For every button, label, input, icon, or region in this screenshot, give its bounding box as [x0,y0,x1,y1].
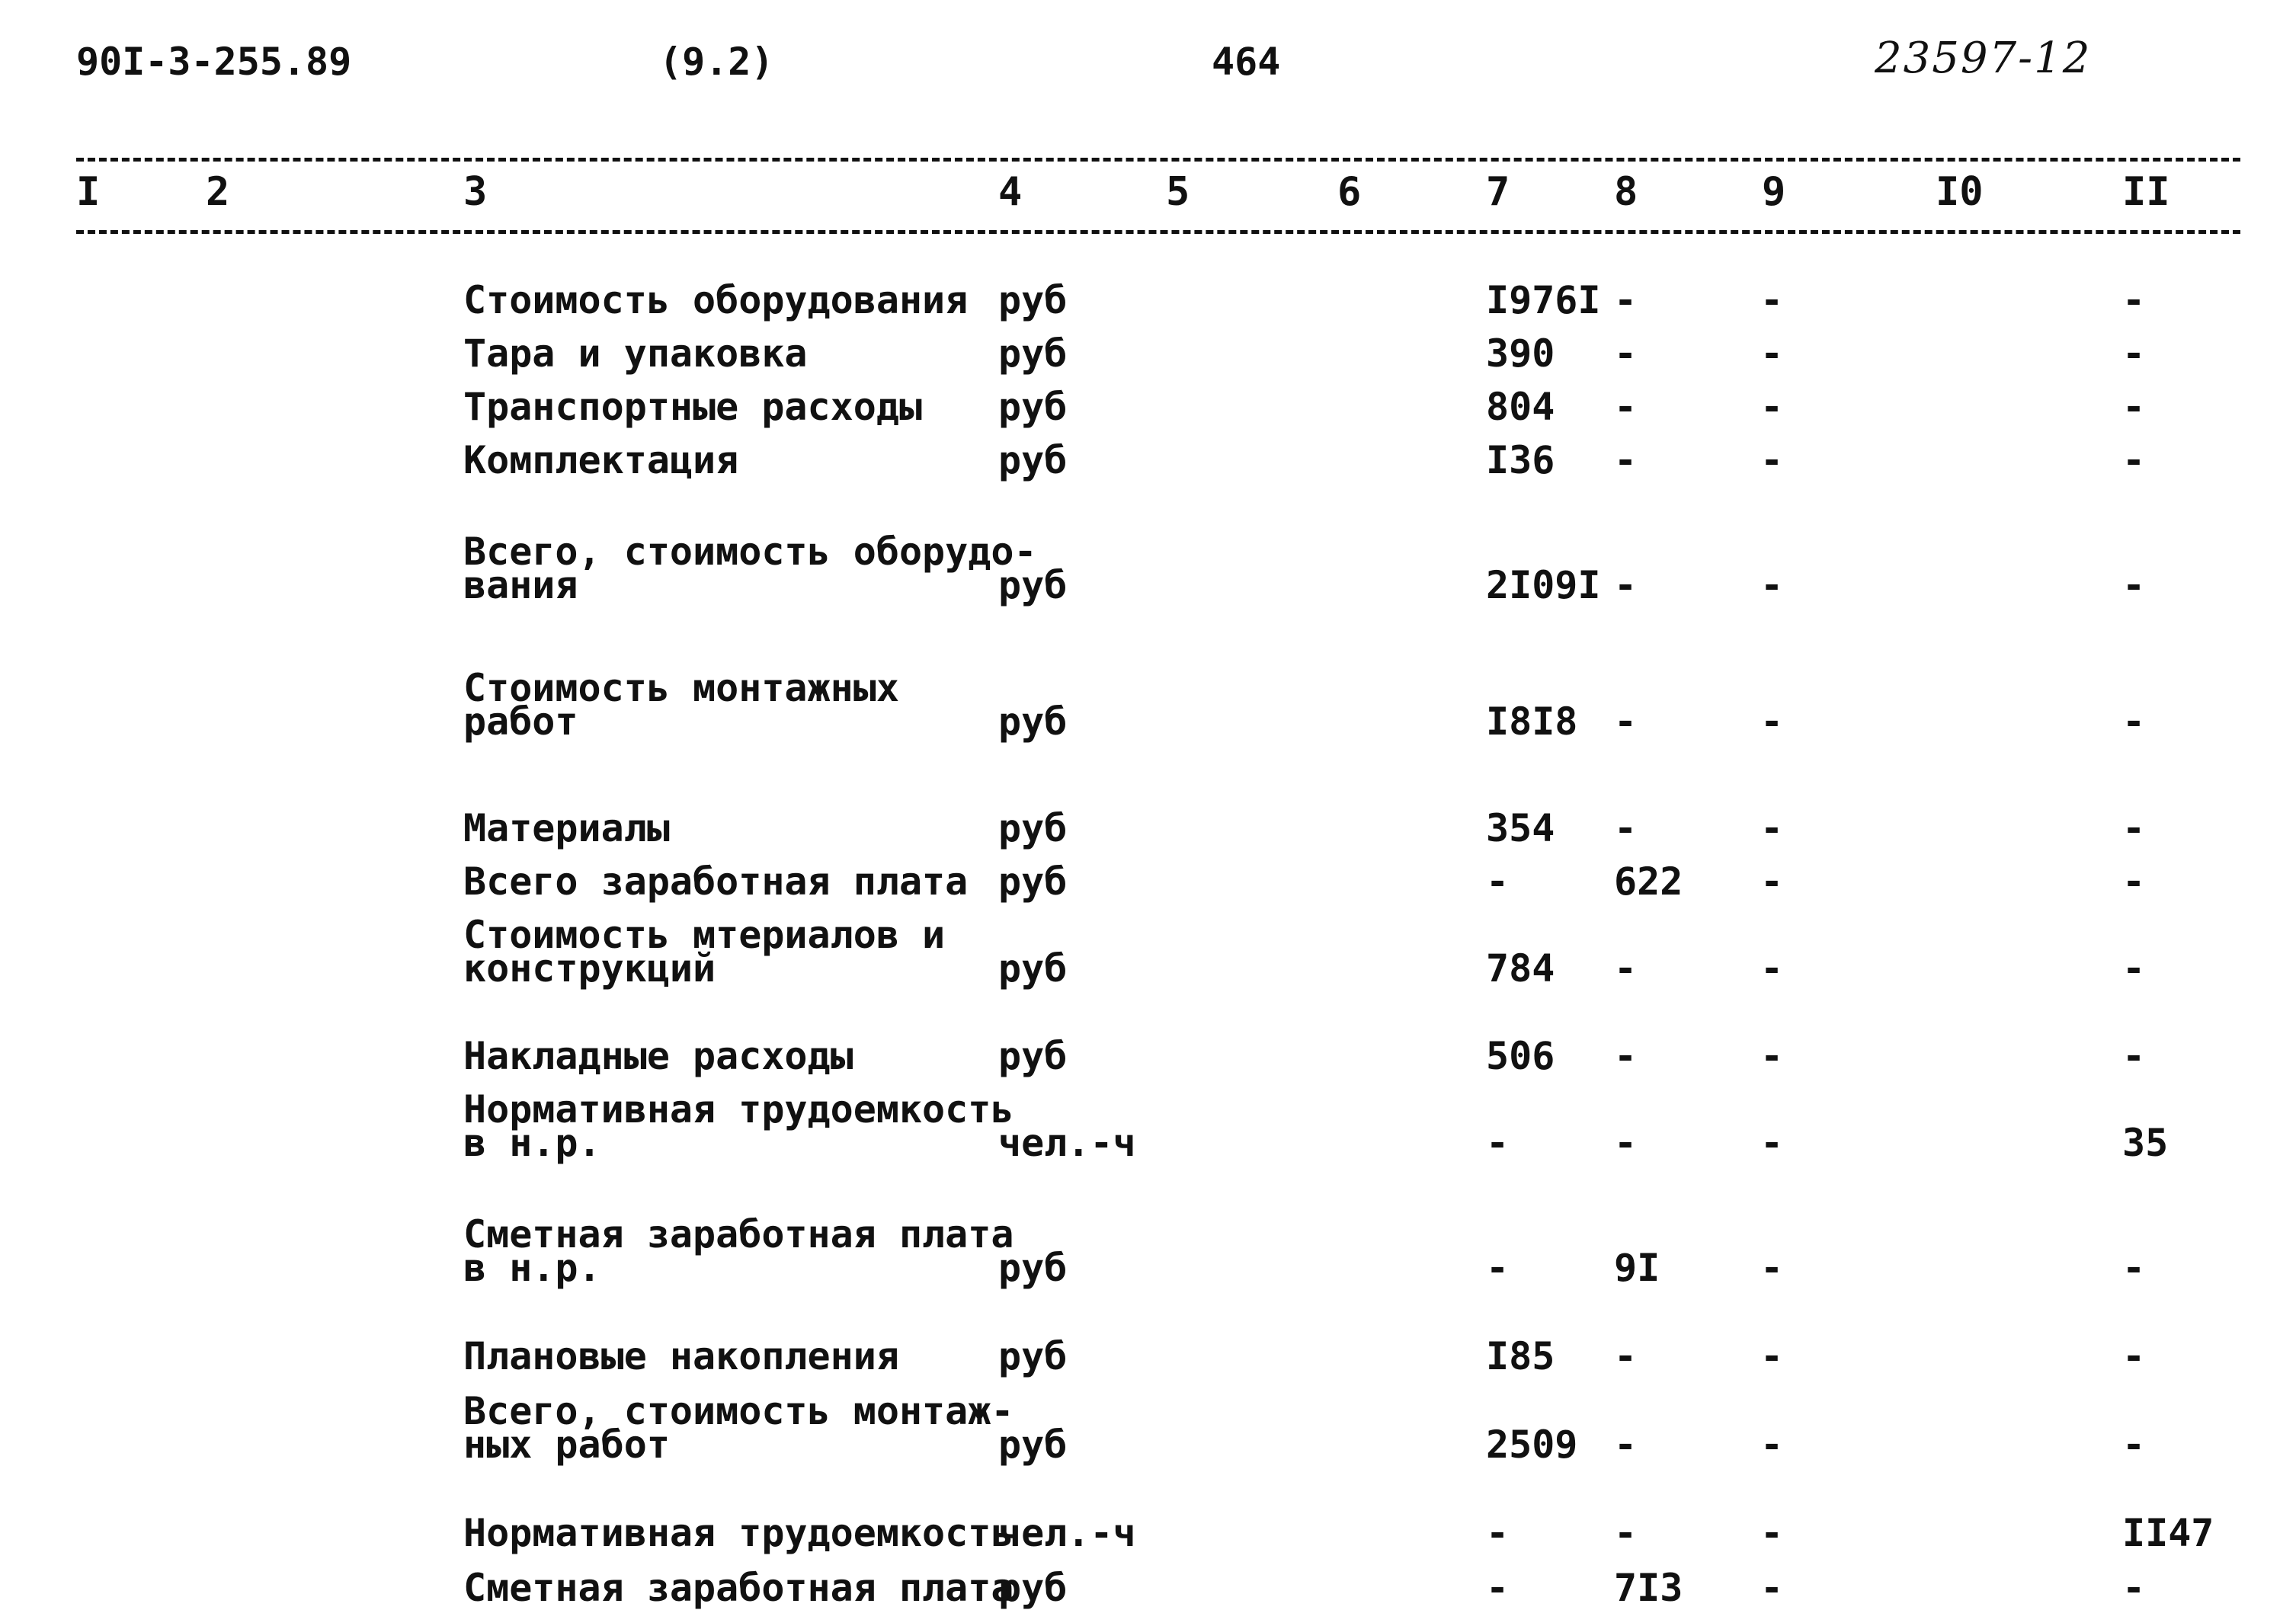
column-number-6: 6 [1337,169,1362,215]
column-7-cell: 784 [1486,946,1555,991]
row-label: Нормативная трудоемкость [463,1511,1014,1555]
column-9-cell: - [1760,859,1784,904]
unit-cell: руб [998,1246,1068,1290]
column-8-cell: - [1614,1334,1638,1378]
column-number-2: 2 [206,169,230,215]
unit-cell: руб [998,331,1068,376]
document-number: 90I-3-255.89 [76,40,352,84]
column-9-cell: - [1760,1034,1784,1078]
row-label: в н.р. [463,1246,601,1290]
column-number-7: 7 [1486,169,1510,215]
column-9-cell: - [1760,438,1784,482]
column-11-cell: II47 [2122,1511,2214,1555]
row-label: вания [463,563,578,607]
unit-cell: руб [998,563,1068,607]
row-label: Накладные расходы [463,1034,853,1078]
column-11-cell: - [2122,1334,2146,1378]
row-label: Стоимость мтериалов и [463,913,946,957]
row-label: Стоимость монтажных [463,666,899,710]
unit-cell: руб [998,385,1068,429]
column-8-cell: - [1614,1511,1638,1555]
column-7-cell: - [1486,1566,1510,1610]
column-8-cell: 9I [1614,1246,1660,1290]
unit-cell: руб [998,1034,1068,1078]
column-9-cell: - [1760,563,1784,607]
column-11-cell: - [2122,946,2146,991]
column-11-cell: - [2122,438,2146,482]
column-11-cell: - [2122,806,2146,850]
table-header-top-rule [76,158,2240,162]
column-7-cell: - [1486,859,1510,904]
column-number-10: I0 [1936,169,1984,215]
column-7-cell: 506 [1486,1034,1555,1078]
page-number: 464 [1212,40,1281,84]
column-8-cell: - [1614,806,1638,850]
column-9-cell: - [1760,946,1784,991]
column-7-cell: 354 [1486,806,1555,850]
unit-cell: чел.-ч [998,1511,1136,1555]
column-9-cell: - [1760,1334,1784,1378]
row-label: Нормативная трудоемкость [463,1087,1014,1131]
column-7-cell: I976I [1486,278,1601,322]
row-label: Всего, стоимость монтаж- [463,1389,1014,1433]
unit-cell: руб [998,806,1068,850]
column-number-8: 8 [1614,169,1638,215]
column-9-cell: - [1760,806,1784,850]
row-label: ных работ [463,1423,670,1467]
unit-cell: руб [998,438,1068,482]
column-8-cell: 622 [1614,859,1683,904]
column-11-cell: - [2122,1246,2146,1290]
row-label: Плановые накопления [463,1334,899,1378]
column-8-cell: - [1614,1034,1638,1078]
column-8-cell: - [1614,331,1638,376]
unit-cell: руб [998,278,1068,322]
column-number-1: I [76,169,101,215]
inventory-number: 23597-12 [1875,34,2092,83]
row-label: Сметная заработная плата [463,1212,1014,1256]
column-8-cell: - [1614,699,1638,744]
column-9-cell: - [1760,1121,1784,1165]
column-9-cell: - [1760,1511,1784,1555]
column-number-4: 4 [998,169,1023,215]
column-9-cell: - [1760,331,1784,376]
column-8-cell: - [1614,385,1638,429]
column-9-cell: - [1760,699,1784,744]
column-number-9: 9 [1762,169,1786,215]
section-number: (9.2) [659,40,774,84]
column-7-cell: 2I09I [1486,563,1601,607]
column-11-cell: - [2122,563,2146,607]
column-9-cell: - [1760,1423,1784,1467]
column-8-cell: - [1614,438,1638,482]
column-8-cell: - [1614,1423,1638,1467]
column-7-cell: - [1486,1121,1510,1165]
column-7-cell: 2509 [1486,1423,1578,1467]
column-7-cell: - [1486,1511,1510,1555]
column-8-cell: - [1614,563,1638,607]
column-11-cell: - [2122,699,2146,744]
row-label: Всего, стоимость оборудо- [463,530,1037,574]
column-8-cell: - [1614,278,1638,322]
column-7-cell: I36 [1486,438,1555,482]
column-11-cell: - [2122,278,2146,322]
row-label: Комплектация [463,438,739,482]
column-8-cell: - [1614,1121,1638,1165]
row-label: Сметная заработная плата [463,1566,1014,1610]
row-label: конструкций [463,946,716,991]
row-label: работ [463,699,578,744]
column-9-cell: - [1760,1246,1784,1290]
column-11-cell: - [2122,1566,2146,1610]
row-label: Транспортные расходы [463,385,923,429]
table-header-bottom-rule [76,230,2240,234]
column-number-5: 5 [1166,169,1190,215]
unit-cell: чел.-ч [998,1121,1136,1165]
unit-cell: руб [998,1423,1068,1467]
column-number-3: 3 [463,169,488,215]
column-11-cell: 35 [2122,1121,2169,1165]
unit-cell: руб [998,946,1068,991]
column-11-cell: - [2122,1034,2146,1078]
column-9-cell: - [1760,278,1784,322]
column-8-cell: 7I3 [1614,1566,1683,1610]
column-11-cell: - [2122,331,2146,376]
row-label: Материалы [463,806,670,850]
column-number-11: II [2122,169,2170,215]
column-9-cell: - [1760,385,1784,429]
column-11-cell: - [2122,859,2146,904]
column-7-cell: I85 [1486,1334,1555,1378]
unit-cell: руб [998,1334,1068,1378]
column-7-cell: 390 [1486,331,1555,376]
column-9-cell: - [1760,1566,1784,1610]
row-label: Всего заработная плата [463,859,969,904]
column-7-cell: I8I8 [1486,699,1578,744]
unit-cell: руб [998,1566,1068,1610]
column-11-cell: - [2122,1423,2146,1467]
row-label: Тара и упаковка [463,331,808,376]
row-label: в н.р. [463,1121,601,1165]
column-7-cell: - [1486,1246,1510,1290]
row-label: Стоимость оборудования [463,278,969,322]
unit-cell: руб [998,699,1068,744]
column-7-cell: 804 [1486,385,1555,429]
column-8-cell: - [1614,946,1638,991]
unit-cell: руб [998,859,1068,904]
column-11-cell: - [2122,385,2146,429]
